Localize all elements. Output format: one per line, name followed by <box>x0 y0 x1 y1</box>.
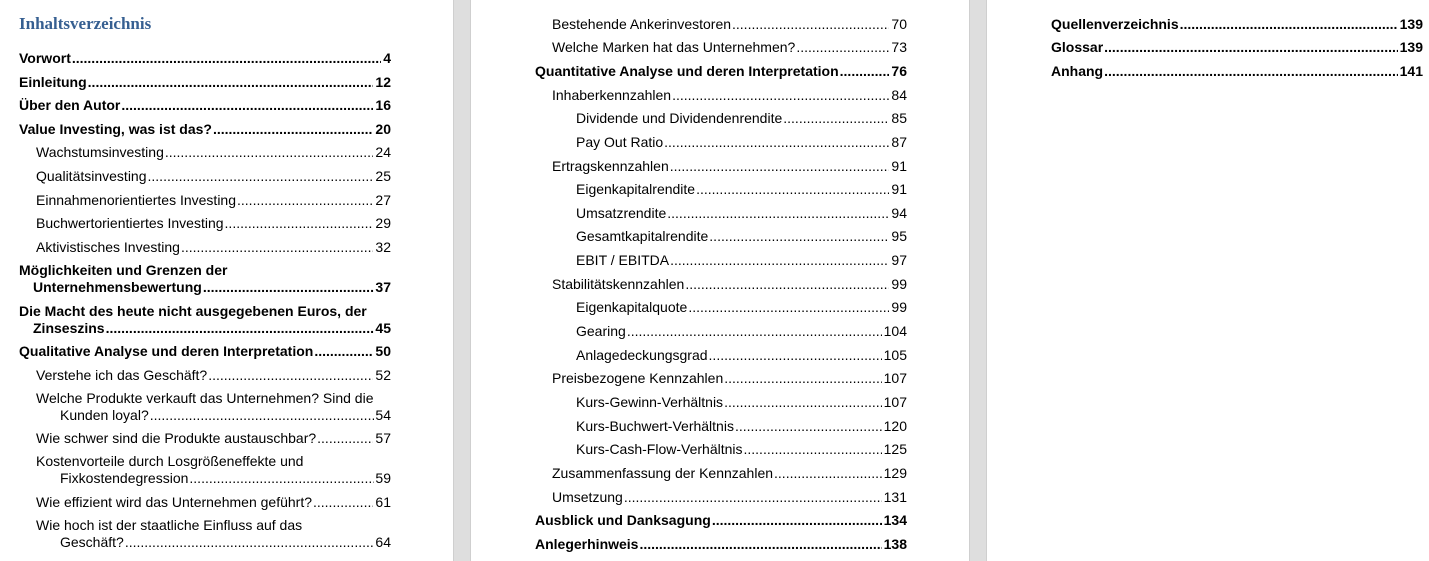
toc-entry-welche-produkte[interactable]: Welche Produkte verkauft das Unternehmen? Sind die Kunden loyal? ..... 54 <box>36 390 391 424</box>
toc-entry-inhaberkennzahlen[interactable]: Inhaberkennzahlen ..... 84 <box>552 87 907 104</box>
toc-entry-wachstumsinvesting[interactable]: Wachstumsinvesting ..... 24 <box>36 144 391 161</box>
toc-entry-glossar[interactable]: Glossar ..... 139 <box>1051 39 1423 56</box>
toc-entry-gearing[interactable]: Gearing ..... 104 <box>576 323 907 340</box>
toc-entry-pay-out-ratio[interactable]: Pay Out Ratio ..... 87 <box>576 134 907 151</box>
page-gutter <box>453 0 471 561</box>
toc-entry-marken[interactable]: Welche Marken hat das Unternehmen? ..... 73 <box>552 39 907 56</box>
toc-entry-dividendenrendite[interactable]: Dividende und Dividendenrendite ..... 85 <box>576 110 907 127</box>
toc-entry-effizient-gefuehrt[interactable]: Wie effizient wird das Unternehmen geführt? ..... 61 <box>36 494 391 511</box>
toc-entry-anhang[interactable]: Anhang ..... 141 <box>1051 63 1423 80</box>
toc-entry-ebit-ebitda[interactable]: EBIT / EBITDA ..... 97 <box>576 252 907 269</box>
toc-heading: Inhaltsverzeichnis <box>19 14 152 33</box>
toc-entry-eigenkapitalquote[interactable]: Eigenkapitalquote ..... 99 <box>576 299 907 316</box>
toc-entry-ueber-den-autor[interactable]: Über den Autor ..... 16 <box>19 97 391 114</box>
toc-entry-einleitung[interactable]: Einleitung ..... 12 <box>19 74 391 91</box>
toc-entry-anlagedeckungsgrad[interactable]: Anlagedeckungsgrad ..... 105 <box>576 347 907 364</box>
toc-entry-qualitaetsinvesting[interactable]: Qualitätsinvesting ..... 25 <box>36 168 391 185</box>
document-page-2 <box>471 0 969 561</box>
toc-entry-ertragskennzahlen[interactable]: Ertragskennzahlen ..... 91 <box>552 158 907 175</box>
toc-entry-staatlicher-einfluss[interactable]: Wie hoch ist der staatliche Einfluss auf das Geschäft? ..... 64 <box>36 517 391 551</box>
toc-entry-buchwertorientiertes-investing[interactable]: Buchwertorientiertes Investing ..... 29 <box>36 215 391 232</box>
toc-entry-austauschbar[interactable]: Wie schwer sind die Produkte austauschbar? ..... 57 <box>36 430 391 447</box>
toc-entry-umsatzrendite[interactable]: Umsatzrendite ..... 94 <box>576 205 907 222</box>
toc-entry-verstehe-geschaeft[interactable]: Verstehe ich das Geschäft? ..... 52 <box>36 367 391 384</box>
toc-entry-macht-des-euros[interactable]: Die Macht des heute nicht ausgegebenen Euros, der Zinseszins ..... 45 <box>19 303 391 337</box>
document-page-3 <box>987 0 1429 561</box>
toc-entry-einnahmenorientiertes-investing[interactable]: Einnahmenorientiertes Investing ..... 27 <box>36 192 391 209</box>
toc-entry-gesamtkapitalrendite[interactable]: Gesamtkapitalrendite ..... 95 <box>576 228 907 245</box>
toc-entry-zusammenfassung[interactable]: Zusammenfassung der Kennzahlen ..... 129 <box>552 465 907 482</box>
toc-entry-moeglichkeiten-grenzen[interactable]: Möglichkeiten und Grenzen der Unternehmensbewertung ..... 37 <box>19 262 391 296</box>
toc-entry-stabilitaetskennzahlen[interactable]: Stabilitätskennzahlen ..... 99 <box>552 276 907 293</box>
document-page-1 <box>0 0 453 561</box>
toc-entry-kcv[interactable]: Kurs-Cash-Flow-Verhältnis ..... 125 <box>576 441 907 458</box>
toc-entry-kgv[interactable]: Kurs-Gewinn-Verhältnis ..... 107 <box>576 394 907 411</box>
toc-entry-kbv[interactable]: Kurs-Buchwert-Verhältnis ..... 120 <box>576 418 907 435</box>
toc-entry-preisbezogene-kennzahlen[interactable]: Preisbezogene Kennzahlen ..... 107 <box>552 370 907 387</box>
page-gutter <box>969 0 987 561</box>
toc-entry-quellenverzeichnis[interactable]: Quellenverzeichnis ..... 139 <box>1051 16 1423 33</box>
toc-entry-qualitative-analyse[interactable]: Qualitative Analyse und deren Interpretation ..... 50 <box>19 343 391 360</box>
toc-entry-ankerinvestoren[interactable]: Bestehende Ankerinvestoren ..... 70 <box>552 16 907 33</box>
toc-entry-value-investing[interactable]: Value Investing, was ist das? ..... 20 <box>19 121 391 138</box>
toc-entry-ausblick[interactable]: Ausblick und Danksagung ..... 134 <box>535 512 907 529</box>
toc-entry-anlegerhinweis[interactable]: Anlegerhinweis ..... 138 <box>535 536 907 553</box>
toc-entry-kostenvorteile[interactable]: Kostenvorteile durch Losgrößeneffekte und Fixkostendegression ..... 59 <box>36 453 391 487</box>
toc-entry-umsetzung[interactable]: Umsetzung ..... 131 <box>552 489 907 506</box>
toc-entry-aktivistisches-investing[interactable]: Aktivistisches Investing ..... 32 <box>36 239 391 256</box>
toc-entry-quantitative-analyse[interactable]: Quantitative Analyse und deren Interpretation ..... 76 <box>535 63 907 80</box>
toc-entry-eigenkapitalrendite[interactable]: Eigenkapitalrendite ..... 91 <box>576 181 907 198</box>
toc-entry-vorwort[interactable]: Vorwort ..... 4 <box>19 50 391 67</box>
